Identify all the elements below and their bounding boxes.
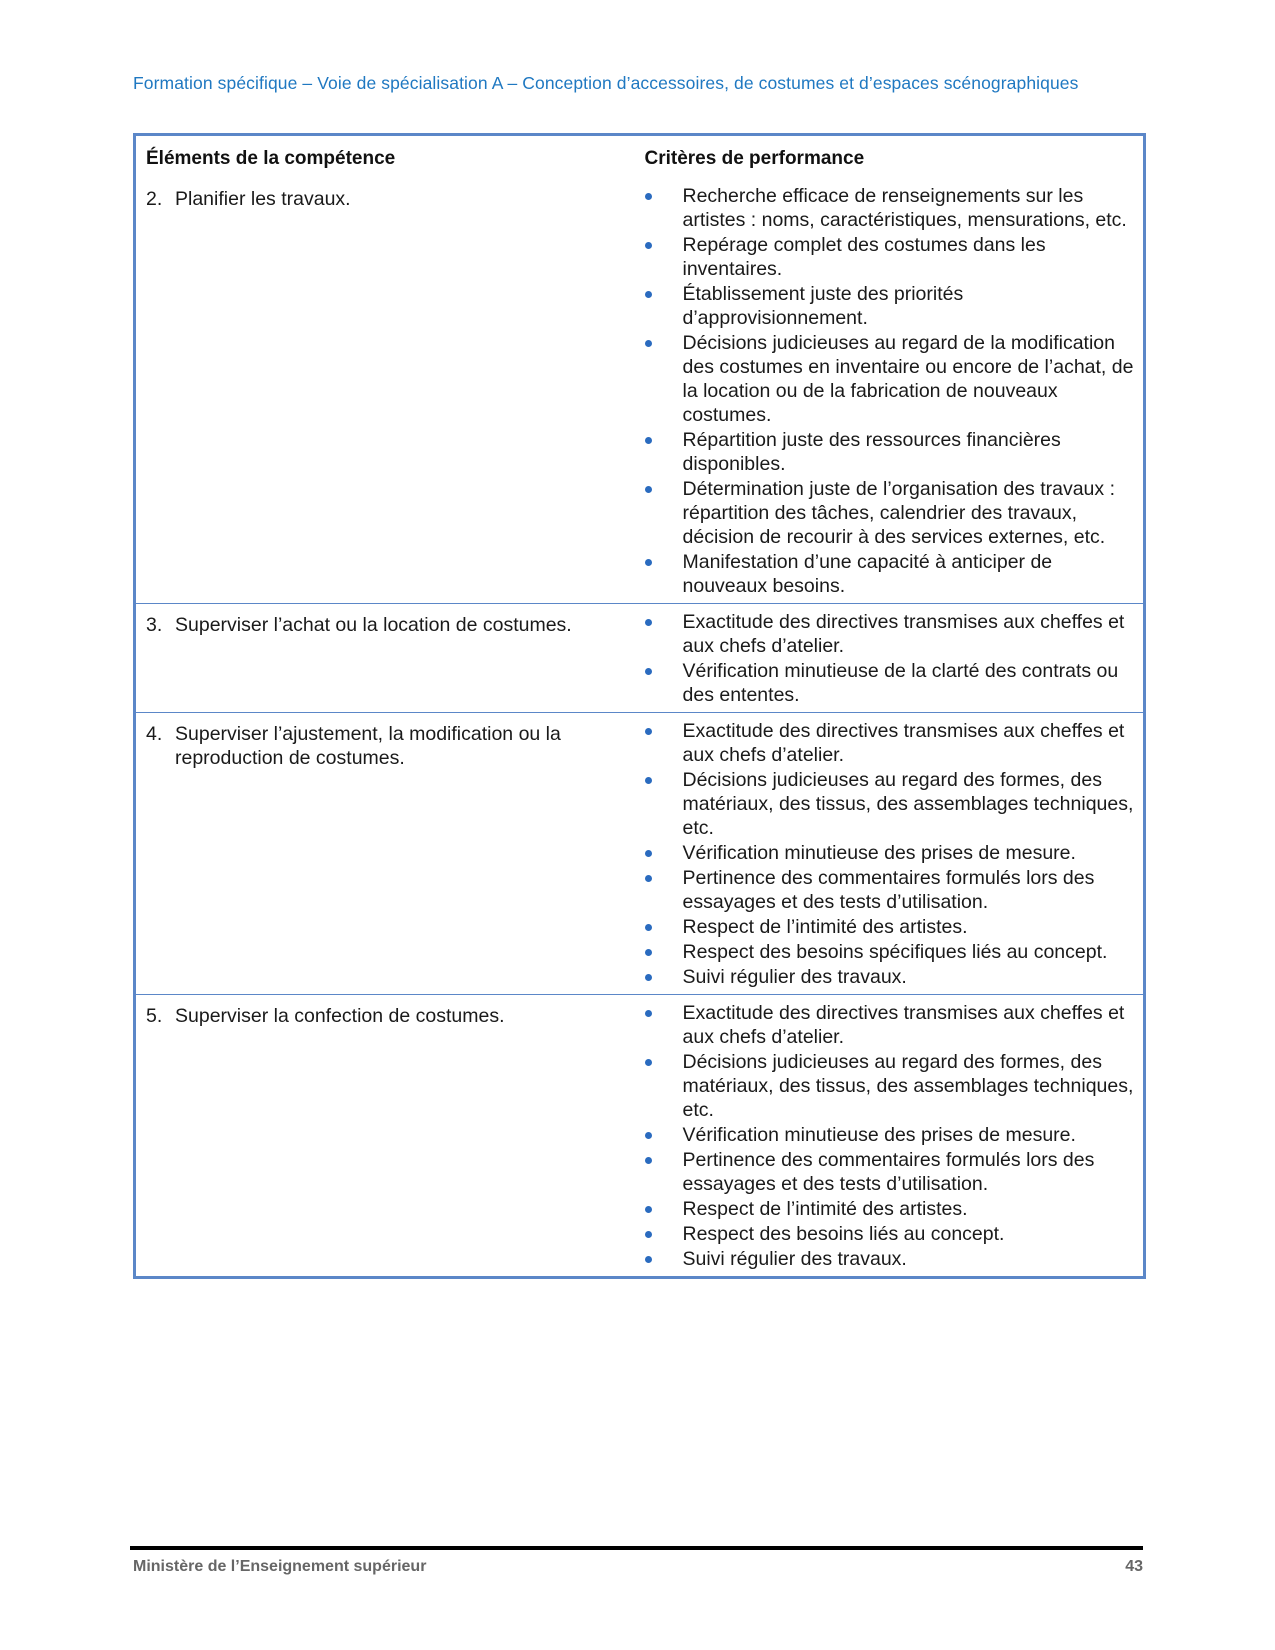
criteria-list <box>645 184 1136 598</box>
criteria-item <box>645 331 1136 427</box>
bullet-icon <box>645 1247 683 1271</box>
bullet-icon <box>645 477 683 549</box>
criteria-text: Exactitude des directives transmises aux cheffes et aux chefs d’atelier. <box>682 720 1125 766</box>
element-item <box>146 722 627 770</box>
criteria-item <box>645 233 1136 281</box>
criteria-list <box>645 610 1136 707</box>
table-body <box>135 178 1145 1278</box>
bullet-icon <box>645 659 683 707</box>
bullet-icon <box>645 550 683 598</box>
table-row <box>135 178 1145 604</box>
criteria-item <box>645 1247 1136 1271</box>
footer-divider <box>130 1546 1143 1550</box>
element-cell <box>135 604 635 713</box>
criteria-item <box>645 940 1136 964</box>
criteria-text: Suivi régulier des travaux. <box>682 1248 907 1270</box>
criteria-item <box>645 550 1136 598</box>
criteria-text: Répartition juste des ressources financières disponibles. <box>682 429 1061 475</box>
bullet-icon <box>645 1123 683 1147</box>
criteria-text: Décisions judicieuses au regard de la modification des costumes en inventaire ou encore de l’achat, de la location ou de la fabrication de nouveaux costumes. <box>682 332 1134 426</box>
footer-ministry: Ministère de l’Enseignement supérieur <box>133 1558 427 1575</box>
criteria-item <box>645 1197 1136 1221</box>
element-number: 4. <box>146 723 163 745</box>
bullet-icon <box>645 233 683 281</box>
criteria-text: Pertinence des commentaires formulés lors des essayages et des tests d’utilisation. <box>682 867 1095 913</box>
criteria-item <box>645 866 1136 914</box>
element-cell <box>135 713 635 995</box>
criteria-text: Vérification minutieuse de la clarté des contrats ou des ententes. <box>682 660 1119 706</box>
element-item <box>146 613 627 637</box>
criteria-item <box>645 428 1136 476</box>
criteria-item <box>645 1222 1136 1246</box>
bullet-icon <box>645 1001 683 1049</box>
criteria-item <box>645 184 1136 232</box>
element-text: Superviser l’ajustement, la modification ou la reproduction de costumes. <box>175 723 561 769</box>
criteria-text: Détermination juste de l’organisation des travaux : répartition des tâches, calendrier des travaux, décision de recourir à des services externes, etc. <box>682 478 1115 548</box>
column-header-criteria: Critères de performance <box>644 148 865 169</box>
criteria-text: Vérification minutieuse des prises de mesure. <box>682 842 1076 864</box>
column-header-elements: Éléments de la compétence <box>146 148 396 169</box>
criteria-cell <box>635 178 1145 604</box>
criteria-item <box>645 841 1136 865</box>
criteria-list <box>645 719 1136 989</box>
element-item <box>146 187 627 211</box>
criteria-text: Suivi régulier des travaux. <box>682 966 907 988</box>
element-text: Planifier les travaux. <box>175 188 351 210</box>
criteria-item <box>645 719 1136 767</box>
criteria-cell <box>635 713 1145 995</box>
element-item <box>146 1004 627 1028</box>
criteria-cell <box>635 604 1145 713</box>
criteria-cell <box>635 995 1145 1278</box>
page-header-title: Formation spécifique – Voie de spécialisation A – Conception d’accessoires, de costumes et d’espaces scénographiques <box>133 73 1079 93</box>
criteria-item <box>645 659 1136 707</box>
table-row <box>135 713 1145 995</box>
bullet-icon <box>645 965 683 989</box>
criteria-text: Respect des besoins liés au concept. <box>682 1223 1005 1245</box>
bullet-icon <box>645 428 683 476</box>
criteria-item <box>645 1148 1136 1196</box>
criteria-text: Vérification minutieuse des prises de mesure. <box>682 1124 1076 1146</box>
criteria-item <box>645 1123 1136 1147</box>
bullet-icon <box>645 1050 683 1122</box>
element-number: 5. <box>146 1005 163 1027</box>
bullet-icon <box>645 1222 683 1246</box>
criteria-text: Décisions judicieuses au regard des formes, des matériaux, des tissus, des assemblages techniques, etc. <box>682 769 1134 839</box>
criteria-text: Respect des besoins spécifiques liés au concept. <box>682 941 1108 963</box>
element-cell <box>135 995 635 1278</box>
competence-table <box>133 133 1146 1279</box>
criteria-text: Exactitude des directives transmises aux cheffes et aux chefs d’atelier. <box>682 611 1125 657</box>
footer-page-number: 43 <box>1125 1558 1143 1575</box>
criteria-text: Recherche efficace de renseignements sur les artistes : noms, caractéristiques, mensurations, etc. <box>682 185 1127 231</box>
element-text: Superviser la confection de costumes. <box>175 1005 505 1027</box>
criteria-list <box>645 1001 1136 1271</box>
criteria-item <box>645 1001 1136 1049</box>
bullet-icon <box>645 940 683 964</box>
criteria-text: Respect de l’intimité des artistes. <box>682 1198 968 1220</box>
bullet-icon <box>645 610 683 658</box>
criteria-text: Décisions judicieuses au regard des formes, des matériaux, des tissus, des assemblages techniques, etc. <box>682 1051 1134 1121</box>
element-text: Superviser l’achat ou la location de costumes. <box>175 614 572 636</box>
criteria-text: Exactitude des directives transmises aux cheffes et aux chefs d’atelier. <box>682 1002 1125 1048</box>
bullet-icon <box>645 719 683 767</box>
criteria-text: Respect de l’intimité des artistes. <box>682 916 968 938</box>
bullet-icon <box>645 866 683 914</box>
bullet-icon <box>645 768 683 840</box>
bullet-icon <box>645 1197 683 1221</box>
criteria-item <box>645 768 1136 840</box>
element-number: 3. <box>146 614 163 636</box>
criteria-item <box>645 965 1136 989</box>
criteria-text: Établissement juste des priorités d’approvisionnement. <box>682 283 964 329</box>
criteria-item <box>645 915 1136 939</box>
criteria-item <box>645 282 1136 330</box>
table-row <box>135 995 1145 1278</box>
criteria-item <box>645 1050 1136 1122</box>
table-row <box>135 604 1145 713</box>
element-number: 2. <box>146 188 163 210</box>
criteria-text: Manifestation d’une capacité à anticiper de nouveaux besoins. <box>682 551 1053 597</box>
element-cell <box>135 178 635 604</box>
criteria-text: Pertinence des commentaires formulés lors des essayages et des tests d’utilisation. <box>682 1149 1095 1195</box>
bullet-icon <box>645 282 683 330</box>
criteria-item <box>645 610 1136 658</box>
bullet-icon <box>645 841 683 865</box>
bullet-icon <box>645 1148 683 1196</box>
bullet-icon <box>645 331 683 427</box>
table-header-row <box>135 135 1145 179</box>
criteria-text: Repérage complet des costumes dans les inventaires. <box>682 234 1046 280</box>
criteria-item <box>645 477 1136 549</box>
bullet-icon <box>645 915 683 939</box>
bullet-icon <box>645 184 683 232</box>
